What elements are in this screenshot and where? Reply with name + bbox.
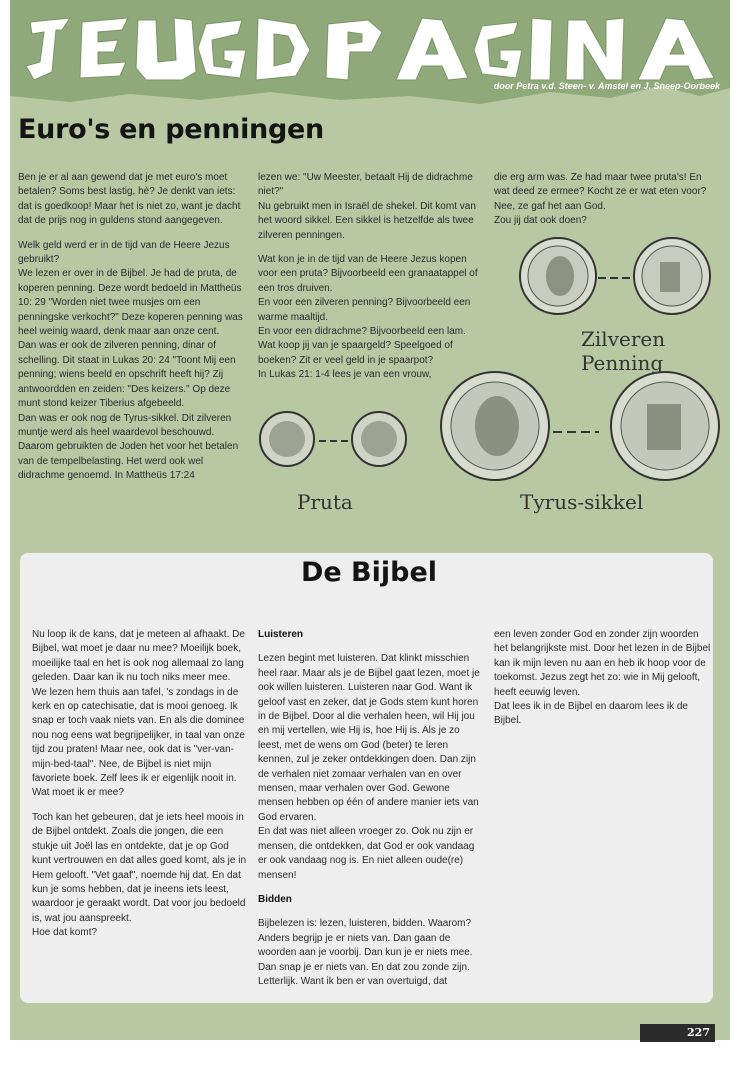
section-title-bijbel: De Bijbel xyxy=(300,557,438,588)
euro-column-3 xyxy=(494,171,719,239)
paragraph: Nu loop ik de kans, dat je meteen al afhaakt. De Bijbel, wat moet je daar nu mee? Moeilijk boek, moeilijke taal en het is ook nog allemaal zo lang geleden. Daar kan ik nu toch niks meer mee. We lezen hem thuis aan tafel, 's zondags in de kerk en op catechisatie, dat is mooi genoeg. Ik snap er toch vaak niets van. En als die dominee nou nog eens wat begrijpelijker, in taal van onze tijd zou praten! Maar nee, ook dat is "ver-van-mijn-bed-taal". Nee, de Bijbel is niet mijn favoriete boek. Zelf lees ik er eigenlijk nooit in. Wat moet ik er mee? xyxy=(32,629,245,799)
zilveren-penning-illustration xyxy=(516,232,716,322)
caption-tyrus-sikkel: Tyrus-sikkel xyxy=(520,490,644,514)
subheading-luisteren: Luisteren xyxy=(258,629,304,640)
subheading-bidden: Bidden xyxy=(258,893,292,905)
euro-column-1 xyxy=(18,171,246,494)
bijbel-column-3 xyxy=(494,628,714,739)
paragraph: Lezen begint met luisteren. Dat klinkt misschien heel raar. Maar als je de Bijbel gaat lezen, moet je ook willen luisteren. Luisteren naar God. Want ik geloof vast en zeker, dat je Gods stem kunt horen in de Bijbel. Door al die verhalen heen, wil Hij jou en mij vertellen, wie Hij is, hoe Hij is. Als je zo leest, met de wens om God (beter) te leren kennen, zul je zeker ontdekkingen doen. Dan zijn de verhalen niet zomaar verhalen van en over mensen, maar verhalen over God. Gewone mensen hebben op één of andere manier iets van God ervaren. En dat was niet alleen vroeger zo. Ook nu zijn er mensen, die ontdekken, dat God er ook vandaag er ook vandaag nog is. En niet alleen oude(re) mensen! xyxy=(258,653,480,881)
euro-column-2 xyxy=(258,171,483,393)
caption-pruta: Pruta xyxy=(297,490,353,514)
paragraph: lezen we: "Uw Meester, betaalt Hij de didrachme niet?" Nu gebruikt men in Israël de shekel. Dit komt van het woord sikkel. Een sikkel is hetzelfde als twee zilveren penningen. xyxy=(258,172,476,241)
bijbel-column-2 xyxy=(258,628,483,999)
paragraph: een leven zonder God en zonder zijn woorden het belangrijkste mist. Door het lezen in de Bijbel kan ik mijn leven nu aan en heb ik hoop voor de toekomst. Jezus zegt het zo: wie in Mij gelooft, heeft eeuwig leven. Dat lees ik in de Bijbel en daarom lees ik de Bijbel. xyxy=(494,629,711,727)
paragraph: Welk geld werd er in de tijd van de Heere Jezus gebruikt? We lezen er over in de Bijbel. Je had de pruta, de koperen penning. Deze wordt bedoeld in Mattheüs 10: 29 "Worden niet twee musjes om een penningske verkocht?" Deze koperen penning was heel weinig waard, denk maar aan onze cent. Dan was er ook de zilveren penning, dinar of schelling. Dit staat in Lukas 20: 24 "Toont Mij een penning; wiens beeld en opschrift heeft hij? Zij antwoordden en zeiden: "Des keizers." Op deze munt stond keizer Tiberius afgebeeld. Dan was er ook nog de Tyrus-sikkel. Dit zilveren muntje werd als heel waardevol beschouwd. Daarom gebruikten de Joden het voor het betalen van de tempelbelasting. Het werd ook wel didrachme genoemd. In Mattheüs 17:24 xyxy=(18,239,243,482)
paragraph: Wat kon je in de tijd van de Heere Jezus kopen voor een pruta? Bijvoorbeeld een granaatappel of een tros druiven. En voor een zilveren penning? Bijvoorbeeld een warme maaltijd. En voor een didrachme? Bijvoorbeeld een lam. Wat koop jij van je spaargeld? Speelgoed of boeken? Zit er veel geld in je spaarpot? In Lukas 21: 1-4 lees je van een vrouw, xyxy=(258,254,478,381)
pruta-illustration xyxy=(255,407,415,473)
caption-zilveren-penning: Zilveren Penning xyxy=(581,327,666,375)
tyrus-sikkel-illustration xyxy=(437,368,729,486)
page-number: 227 xyxy=(687,1026,710,1039)
paragraph: Ben je er al aan gewend dat je met euro's moet betalen? Soms best lastig, hè? Je denkt van iets: dat is goedkoop! Maar het is niet zo, want je dacht dat de prijs nog in guldens stond aangegeven. xyxy=(18,172,241,227)
header-banner xyxy=(10,0,730,110)
author-credit: door Petra v.d. Steen- v. Amstel en J. Sneep-Oorbeek xyxy=(493,81,720,91)
paragraph: Bijbelezen is: lezen, luisteren, bidden. Waarom? Anders begrijp je er niets van. Dan gaan de woorden aan je voorbij. Dan kun je er niets mee. Dan snap je er niets van. En dat zou zonde zijn. Letterlijk. Want ik ben er van overtuigd, dat xyxy=(258,918,473,987)
paragraph: Toch kan het gebeuren, dat je iets heel moois in de Bijbel ontdekt. Zoals die jongen, die een stukje uit Joël las en ontdekte, dat je op God kunt vertrouwen en dat alles goed komt, als je in Hem gelooft. "Vet gaaf", noemde hij dat. En dat kun je soms hebben, dat je ineens iets leest, waardoor je geraakt wordt. Dat voor jou bedoeld is, wat jou aanspreekt. Hoe dat komt? xyxy=(32,811,247,939)
header-title-graphic xyxy=(10,0,730,110)
bijbel-column-1 xyxy=(32,628,247,951)
paragraph: die erg arm was. Ze had maar twee pruta's! En wat deed ze ermee? Kocht ze er wat eten voor? Nee, ze gaf het aan God. Zou jij dat ook doen? xyxy=(494,172,707,227)
section-title-euro: Euro's en penningen xyxy=(18,114,324,145)
